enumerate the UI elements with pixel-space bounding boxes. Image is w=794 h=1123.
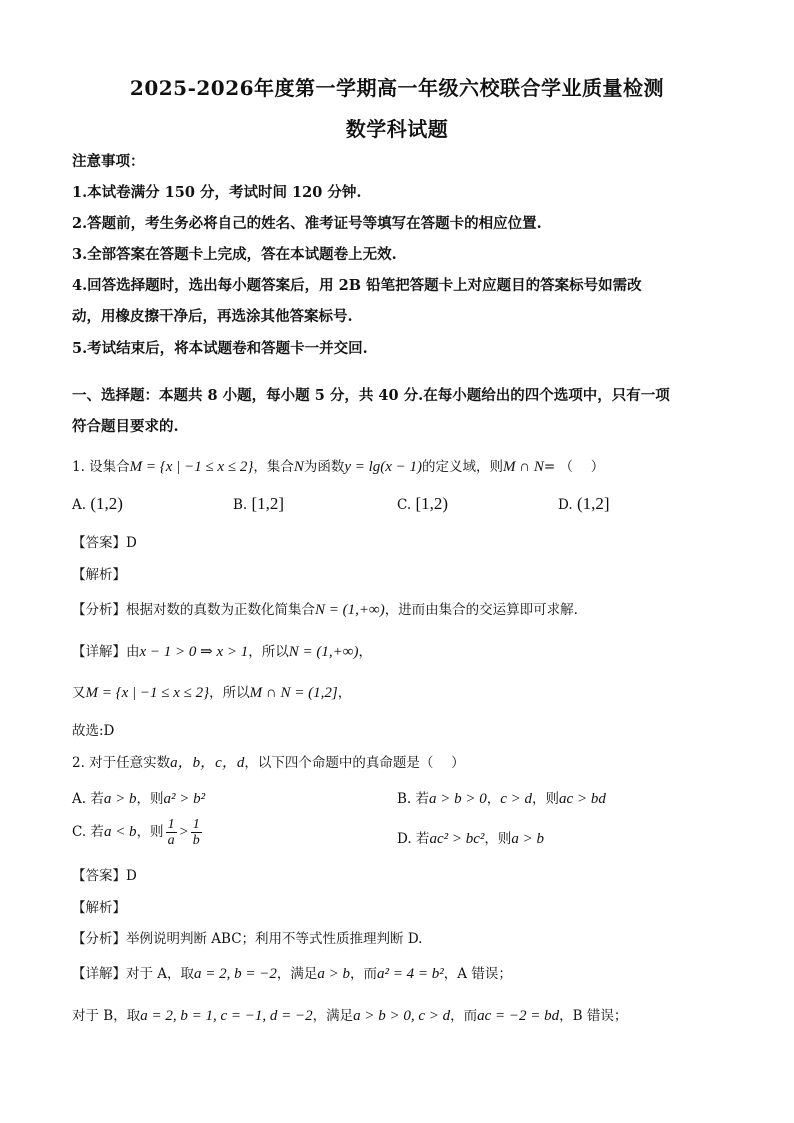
q2-option-c: C. 若a < b，则 $\frac{1}{a}$ > $\frac{1}{b}$ — [72, 817, 200, 848]
section1-heading: 一、选择题：本题共 8 小题，每小题 5 分，共 40 分.在每小题给出的四个选项中，只有一项 — [72, 387, 670, 404]
q2-option-d: D. 若ac² > bc²，则a > b — [397, 831, 544, 847]
q2-stem: 2. 对于任意实数a，b，c，d，以下四个命题中的真命题是（ ） — [72, 755, 465, 771]
q2-detail-b: 对于 B，取a = 2, b = 1, c = −1, d = −2，满足a > b > 0, c > d，而ac = −2 = bd，B 错误； — [72, 1008, 628, 1024]
q1-analysis: 【分析】根据对数的真数为正数化简集合N = (1,+∞)，进而由集合的交运算即可求解. — [72, 602, 578, 618]
notice-item-4: 4.回答选择题时，选出每小题答案后，用 2B 铅笔把答题卡上对应题目的答案标号如需改 — [72, 277, 642, 294]
q1-option-c: C. [1,2) — [397, 494, 449, 513]
q1-option-b: B. [1,2] — [233, 494, 285, 513]
notice-heading: 注意事项： — [72, 153, 145, 170]
q1-option-a: A. (1,2) — [72, 494, 123, 513]
q1-analysis-tag: 【解析】 — [72, 567, 126, 583]
notice-item-5: 5.考试结束后，将本试题卷和答题卡一并交回. — [72, 340, 368, 357]
q1-detail-2: 又M = {x | −1 ≤ x ≤ 2}，所以M ∩ N = (1,2]， — [72, 685, 352, 701]
q1-detail-1: 【详解】由x − 1 > 0 ⇒ x > 1，所以N = (1,+∞)， — [72, 644, 372, 660]
q2-option-b: B. 若a > b > 0，c > d，则ac > bd — [397, 791, 606, 807]
q2-c-fraction-1: $\frac{1}{a}$ — [167, 817, 175, 848]
q1-set-m: M = {x | −1 ≤ x ≤ 2} — [129, 459, 254, 475]
q2-option-a: A. 若a > b，则a² > b² — [72, 791, 206, 807]
notice-item-1: 1.本试卷满分 150 分，考试时间 120 分钟. — [72, 184, 362, 201]
q2-c-fraction-2: $\frac{1}{b}$ — [192, 817, 200, 848]
q1-stem: 1. 设集合M = {x | −1 ≤ x ≤ 2}，集合N为函数y = lg(x − 1)的定义域，则M ∩ N= （ ） — [72, 459, 605, 475]
q2-analysis: 【分析】举例说明判断 ABC；利用不等式性质推理判断 D. — [72, 931, 423, 947]
q1-option-d: D. (1,2] — [558, 494, 610, 513]
q1-conclusion: 故选:D — [72, 723, 115, 739]
notice-item-2: 2.答题前，考生务必将自己的姓名、准考证号等填写在答题卡的相应位置. — [72, 215, 542, 232]
q1-answer: 【答案】D — [72, 535, 137, 551]
q2-answer: 【答案】D — [72, 868, 137, 884]
section1-heading-cont: 符合题目要求的. — [72, 418, 179, 435]
exam-subtitle: 数学科试题 — [345, 117, 449, 141]
q2-detail-a: 【详解】对于 A，取a = 2, b = −2，满足a > b，而a² = 4 = b²，A 错误； — [72, 966, 512, 982]
exam-title: 2025-2026年度第一学期高一年级六校联合学业质量检测 — [129, 76, 665, 100]
q2-analysis-tag: 【解析】 — [72, 900, 126, 916]
q1-function: y = lg(x − 1) — [344, 459, 423, 475]
notice-item-4-cont: 动，用橡皮擦干净后，再选涂其他答案标号. — [72, 308, 353, 325]
notice-item-3: 3.全部答案在答题卡上完成，答在本试题卷上无效. — [72, 246, 397, 263]
